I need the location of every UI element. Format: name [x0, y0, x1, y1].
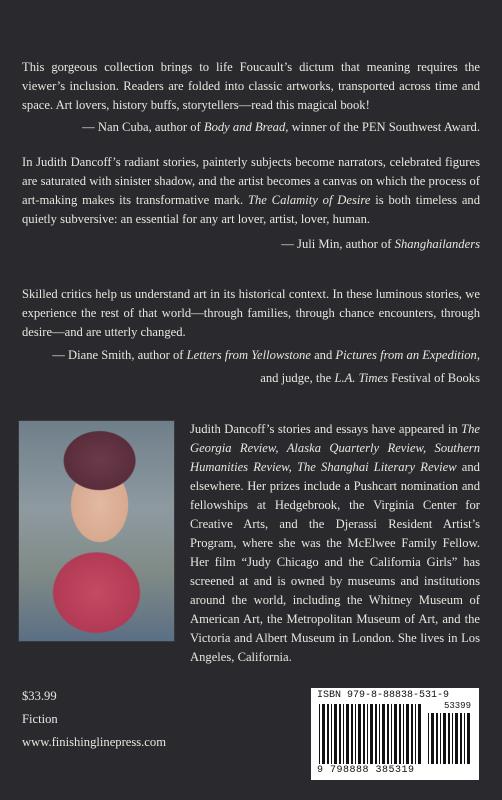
author-bio: Judith Dancoff’s stories and essays have appeared in The Georgia Review, Alaska Quarterly Review, Southern Humanities Review, The Shanghai Literary Review and elsewhere. Her prizes include a Pushcart nomination and fellowships at Hedgebrook, the Virginia Center for Creative Arts, and the Djerassi Resident Artist’s Program, where she was the McElwee Family Fellow. Her film “Judy Chicago and the California Girls” has screened at and is owned by museums and institutions around the world, including the Whitney Museum of American Art, the Metropolitan Museum of Art, and the Victoria and Albert Museum in London. She lives in Los Angeles, California. [190, 422, 480, 664]
price-block [22, 685, 166, 754]
isbn-barcode [311, 688, 479, 780]
blurb-text: In Judith Dancoff’s radiant stories, painterly subjects become narrators, celebrated figures are saturated with sinister shadow, and the artist becomes a canvas on which the process of art-making makes its transformative mark. The Calamity of Desire is both timeless and quietly subversive: an essential for any art lover, artist, lover, human. [22, 155, 480, 226]
barcode-number: 9 798888 385319 [317, 765, 415, 776]
addon-code: 53399 [443, 701, 471, 711]
isbn-label: ISBN 979-8-88838-531-9 [317, 690, 450, 701]
blurb-text: Skilled critics help us understand art in its historical context. In these luminous stories, we experience the rest of that world—through families, through chance encounters, through desire—and are utterly changed. [22, 287, 480, 339]
blurb-attribution: — Juli Min, author of Shanghailanders [281, 237, 480, 251]
blurb-attribution-line2: and judge, the L.A. Times Festival of Books [260, 371, 480, 385]
blurb-diane-smith [22, 285, 480, 388]
barcode-bars-addon [428, 713, 472, 764]
publisher-website: www.finishinglinepress.com [22, 735, 166, 749]
author-photo [18, 420, 175, 642]
genre: Fiction [22, 712, 58, 726]
price: $33.99 [22, 689, 57, 703]
barcode-bars-main [319, 704, 423, 764]
blurb-text: This gorgeous collection brings to life Foucault’s dictum that meaning requires the viewer’s inclusion. Readers are folded into classic artworks, transported across time and space. Art lovers, history buffs, storytellers—read this magical book! [22, 60, 480, 112]
blurb-attribution: — Diane Smith, author of Letters from Yellowstone and Pictures from an Expedition, [52, 348, 480, 362]
blurb-attribution: — Nan Cuba, author of Body and Bread, winner of the PEN Southwest Award. [82, 120, 480, 134]
blurb-nan-cuba [22, 58, 480, 137]
blurb-juli-min [22, 153, 480, 254]
